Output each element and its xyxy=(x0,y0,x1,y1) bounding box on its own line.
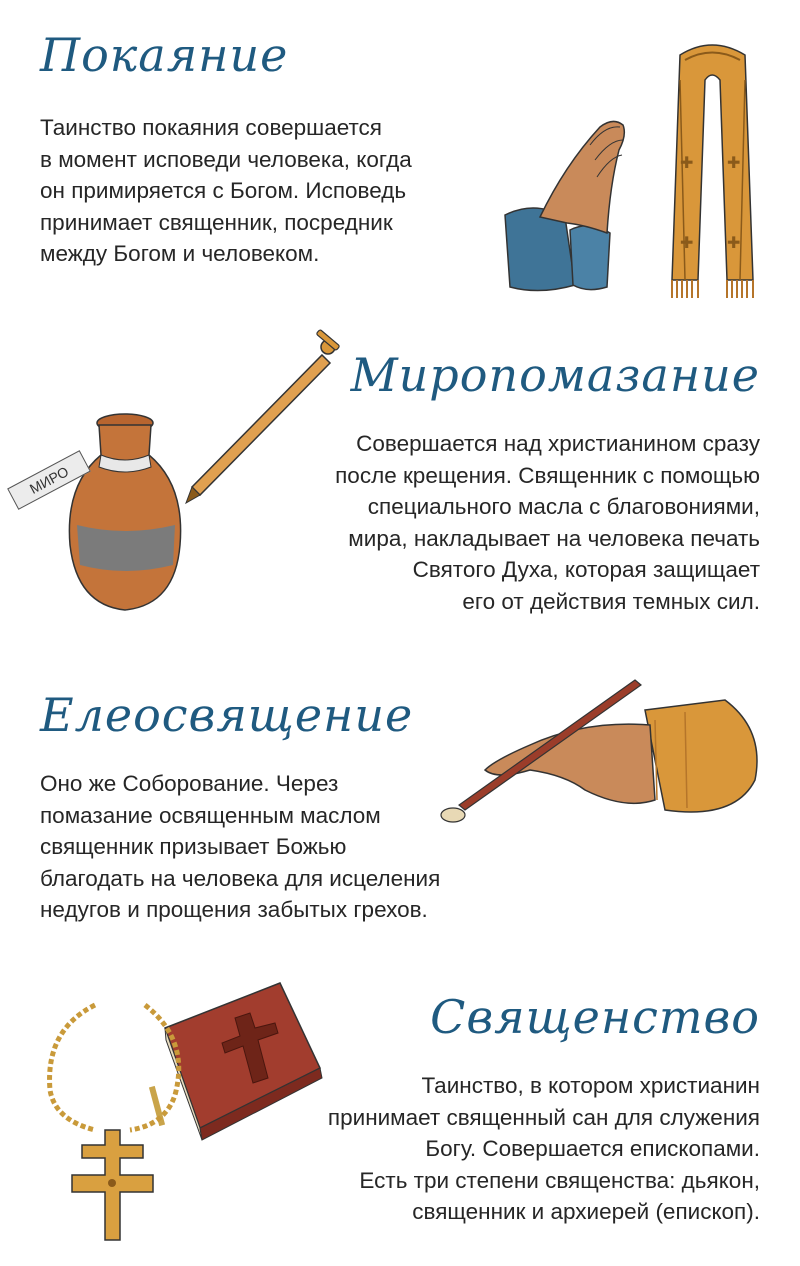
svg-text:✚: ✚ xyxy=(727,153,741,172)
section-title: Священство xyxy=(430,990,760,1044)
priest-stole-icon xyxy=(665,40,760,305)
section-chrismation xyxy=(0,310,800,650)
section-title: Елеосвящение xyxy=(40,688,414,742)
section-text: Оно же Соборование. Через помазание освященным маслом священник призывает Божью благодать на человека для исцеления недугов и прощения забытых грехов. xyxy=(40,771,441,922)
svg-text:✚: ✚ xyxy=(680,153,694,172)
svg-text:✚: ✚ xyxy=(727,233,741,252)
section-text: Таинство, в котором христианин принимает священный сан для служения Богу. Совершается епископами. Есть три степени священства: дьякон, священник и архиерей (епископ). xyxy=(327,1073,760,1224)
section-text: Совершается над христианином сразу после крещения. Священник с помощью специального масла с благовониями, мира, накладывает на человека печать Святого Духа, которая защищает его от действия темных сил. xyxy=(335,431,760,614)
section-unction xyxy=(0,650,800,960)
jar-label: МИРО xyxy=(7,450,91,510)
section-title: Покаяние xyxy=(40,28,289,82)
anointing-hand-icon xyxy=(435,670,775,850)
praying-hands-icon xyxy=(495,105,665,295)
section-title: Миропомазание xyxy=(350,348,760,402)
svg-text:✚: ✚ xyxy=(680,233,694,252)
section-repentance xyxy=(0,0,800,310)
pectoral-cross-icon xyxy=(25,1000,195,1260)
section-text: Таинство покаяния совершается в момент исповеди человека, когда он примиряется с Богом. Исповедь принимает священник, посредник между Богом и человеком. xyxy=(40,115,412,266)
chrism-jar-icon xyxy=(25,405,195,620)
anointing-brush-icon xyxy=(180,325,350,505)
section-priesthood xyxy=(0,960,800,1266)
